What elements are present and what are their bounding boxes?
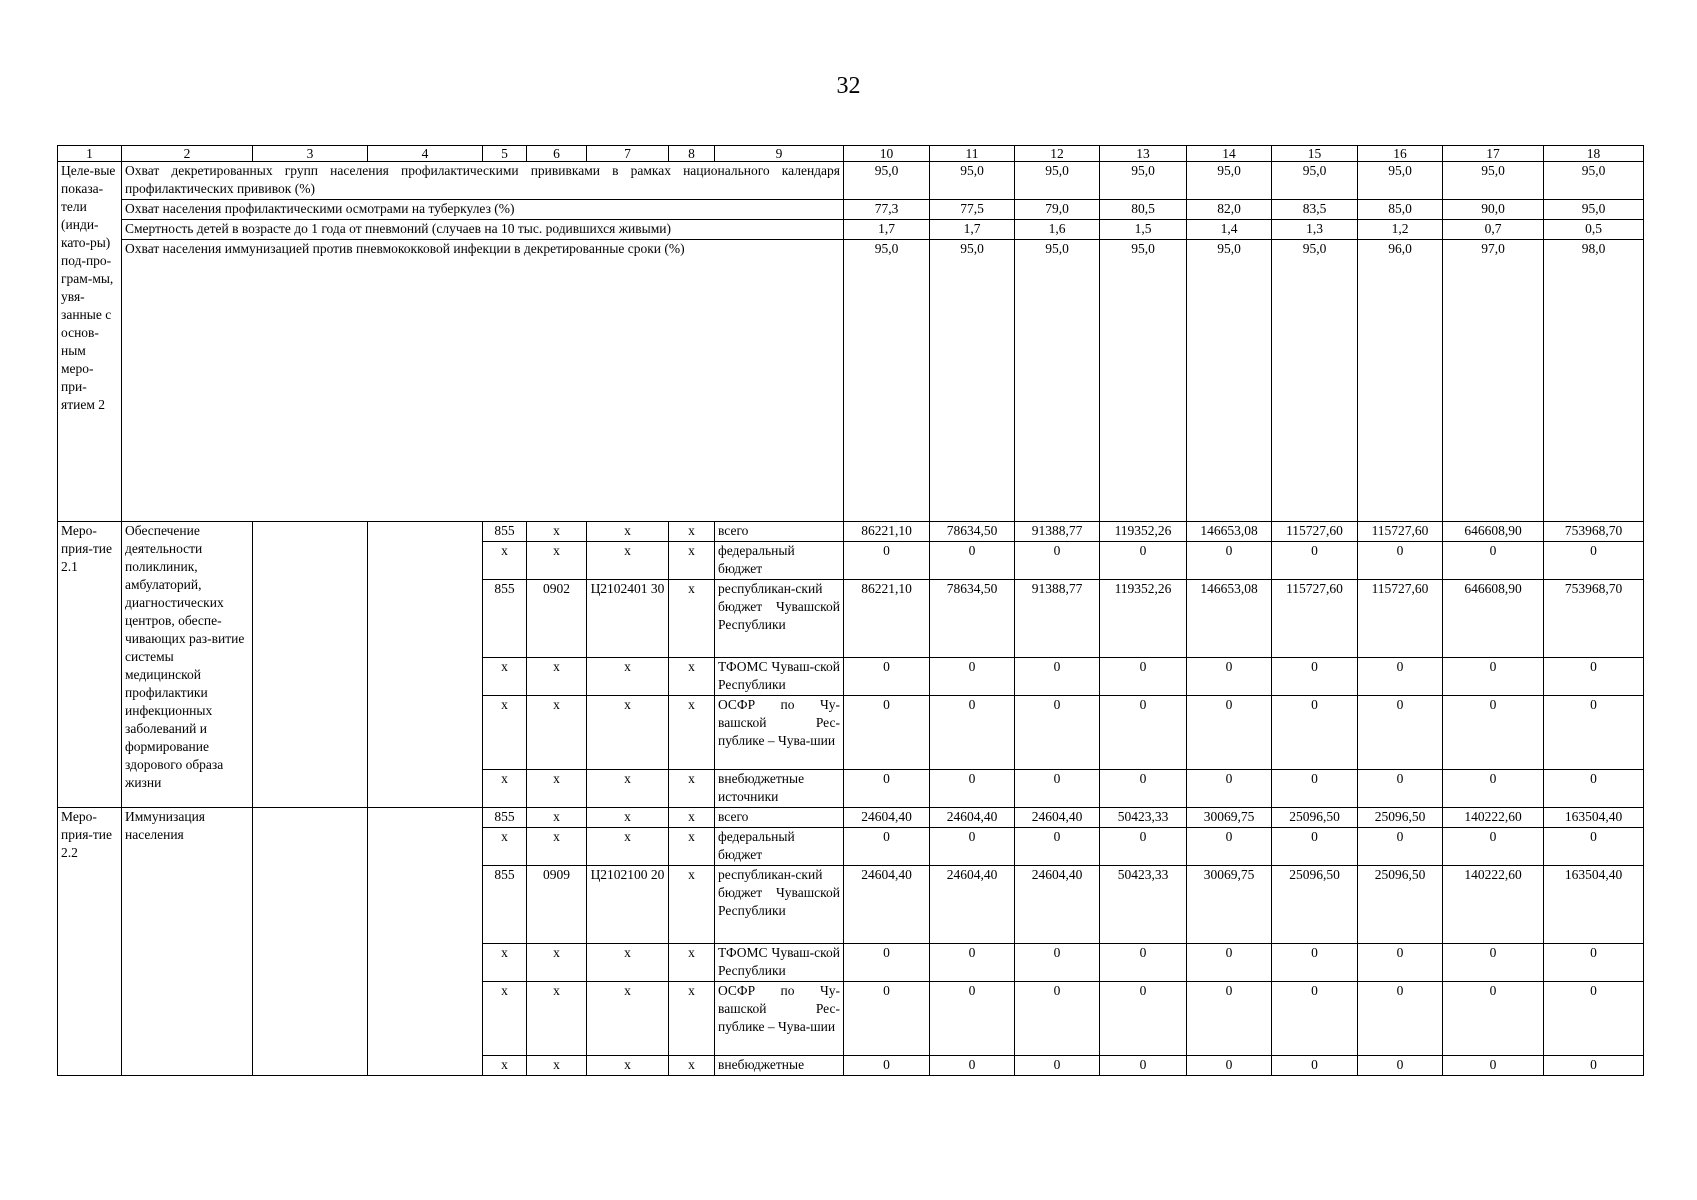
code-section: x (527, 522, 587, 542)
indicator-value: 1,7 (930, 220, 1015, 240)
amount-value: 30069,75 (1187, 866, 1272, 944)
amount-value: 0 (930, 542, 1015, 580)
amount-value: 0 (1100, 982, 1187, 1056)
amount-value: 91388,77 (1015, 580, 1100, 658)
code-grbs: 855 (483, 580, 527, 658)
code-expense: x (669, 542, 715, 580)
indicator-value: 77,3 (844, 200, 930, 220)
amount-value: 0 (1272, 696, 1358, 770)
amount-value: 0 (1100, 658, 1187, 696)
indicator-row (58, 200, 1644, 220)
indicator-value: 96,0 (1358, 240, 1443, 522)
amount-value: 24604,40 (844, 866, 930, 944)
header-cell: 14 (1187, 146, 1272, 162)
amount-value: 0 (1544, 828, 1644, 866)
code-expense: x (669, 808, 715, 828)
amount-value: 50423,33 (1100, 866, 1187, 944)
code-section: 0902 (527, 580, 587, 658)
indicator-value: 95,0 (844, 162, 930, 200)
amount-value: 0 (1358, 658, 1443, 696)
amount-value: 0 (1358, 696, 1443, 770)
code-expense: x (669, 522, 715, 542)
amount-value: 0 (844, 770, 930, 808)
indicators-label: Целе-вые показа-тели (инди-като-ры) под-про-грам-мы, увя-занные с основ-ным меро-при-ятием 2 (58, 162, 122, 522)
funding-source: ОСФР по Чу-вашской Рес-публике – Чува-шии (715, 696, 844, 770)
indicator-value: 95,0 (1544, 200, 1644, 220)
indicator-value: 77,5 (930, 200, 1015, 220)
amount-value: 0 (1100, 944, 1187, 982)
code-section: 0909 (527, 866, 587, 944)
header-cell: 5 (483, 146, 527, 162)
code-target: x (587, 696, 669, 770)
amount-value: 0 (844, 944, 930, 982)
amount-value: 0 (1443, 542, 1544, 580)
funding-source: федеральный бюджет (715, 542, 844, 580)
indicator-value: 1,3 (1272, 220, 1358, 240)
amount-value: 0 (1015, 542, 1100, 580)
code-section: x (527, 696, 587, 770)
indicator-name: Охват населения иммунизацией против пневмококковой инфекции в декретированные сроки (%) (122, 240, 844, 522)
header-cell: 1 (58, 146, 122, 162)
amount-value: 0 (1187, 542, 1272, 580)
code-grbs: x (483, 696, 527, 770)
amount-value: 0 (1015, 944, 1100, 982)
amount-value: 50423,33 (1100, 808, 1187, 828)
code-target: Ц2102401 30 (587, 580, 669, 658)
amount-value: 0 (1544, 944, 1644, 982)
indicator-row (58, 162, 1644, 200)
indicator-value: 90,0 (1443, 200, 1544, 220)
header-cell: 13 (1100, 146, 1187, 162)
amount-value: 25096,50 (1358, 866, 1443, 944)
code-section: x (527, 658, 587, 696)
code-expense: x (669, 982, 715, 1056)
code-expense: x (669, 770, 715, 808)
indicator-value: 95,0 (930, 240, 1015, 522)
code-target: x (587, 982, 669, 1056)
amount-value: 119352,26 (1100, 522, 1187, 542)
header-cell: 15 (1272, 146, 1358, 162)
indicator-value: 1,6 (1015, 220, 1100, 240)
header-cell: 2 (122, 146, 253, 162)
measure-row (58, 522, 1644, 542)
indicator-value: 95,0 (1100, 240, 1187, 522)
indicator-value: 95,0 (1187, 162, 1272, 200)
indicator-value: 83,5 (1272, 200, 1358, 220)
amount-value: 0 (1100, 1056, 1187, 1076)
amount-value: 0 (1187, 828, 1272, 866)
code-target: Ц2102100 20 (587, 866, 669, 944)
amount-value: 0 (1544, 982, 1644, 1056)
amount-value: 0 (1015, 696, 1100, 770)
indicator-value: 95,0 (1015, 162, 1100, 200)
amount-value: 646608,90 (1443, 522, 1544, 542)
amount-value: 0 (1100, 542, 1187, 580)
amount-value: 0 (1187, 982, 1272, 1056)
amount-value: 0 (1187, 696, 1272, 770)
amount-value: 0 (1015, 982, 1100, 1056)
indicator-value: 95,0 (930, 162, 1015, 200)
header-cell: 11 (930, 146, 1015, 162)
code-expense: x (669, 658, 715, 696)
page-number: 32 (836, 73, 861, 99)
indicator-value: 98,0 (1544, 240, 1644, 522)
amount-value: 91388,77 (1015, 522, 1100, 542)
amount-value: 0 (1358, 1056, 1443, 1076)
measure-row (58, 808, 1644, 828)
amount-value: 146653,08 (1187, 522, 1272, 542)
amount-value: 0 (844, 696, 930, 770)
code-expense: x (669, 696, 715, 770)
amount-value: 0 (1100, 696, 1187, 770)
amount-value: 0 (1544, 1056, 1644, 1076)
code-grbs: x (483, 1056, 527, 1076)
amount-value: 0 (1272, 770, 1358, 808)
funding-source: федеральный бюджет (715, 828, 844, 866)
amount-value: 0 (1100, 828, 1187, 866)
amount-value: 0 (1187, 770, 1272, 808)
measure-name: Обеспечение деятельности поликлиник, амбулаторий, диагностических центров, обеспе-чивающих раз-витие системы медицинской профилактики инфекционных заболеваний и формирование здорового образа жизни (122, 522, 253, 808)
indicator-row (58, 240, 1644, 522)
amount-value: 0 (844, 542, 930, 580)
code-grbs: 855 (483, 866, 527, 944)
indicator-value: 95,0 (1187, 240, 1272, 522)
amount-value: 86221,10 (844, 522, 930, 542)
amount-value: 0 (1443, 658, 1544, 696)
measure-responsible (253, 522, 368, 808)
header-row (58, 146, 1644, 162)
amount-value: 0 (1544, 696, 1644, 770)
amount-value: 78634,50 (930, 522, 1015, 542)
header-cell: 16 (1358, 146, 1443, 162)
indicator-value: 1,2 (1358, 220, 1443, 240)
indicator-value: 95,0 (1544, 162, 1644, 200)
amount-value: 0 (930, 1056, 1015, 1076)
code-section: x (527, 770, 587, 808)
amount-value: 140222,60 (1443, 808, 1544, 828)
header-cell: 7 (587, 146, 669, 162)
indicator-value: 82,0 (1187, 200, 1272, 220)
header-cell: 3 (253, 146, 368, 162)
amount-value: 119352,26 (1100, 580, 1187, 658)
code-section: x (527, 944, 587, 982)
code-target: x (587, 522, 669, 542)
code-expense: x (669, 828, 715, 866)
header-cell: 6 (527, 146, 587, 162)
indicator-value: 95,0 (1272, 162, 1358, 200)
code-section: x (527, 828, 587, 866)
measure-coexecutor (368, 808, 483, 1076)
funding-source: ОСФР по Чу-вашской Рес-публике – Чува-шии (715, 982, 844, 1056)
budget-table (57, 145, 1644, 1076)
amount-value: 0 (1443, 982, 1544, 1056)
indicator-value: 95,0 (1015, 240, 1100, 522)
funding-source: республикан-ский бюджет Чувашской Республики (715, 866, 844, 944)
amount-value: 646608,90 (1443, 580, 1544, 658)
amount-value: 86221,10 (844, 580, 930, 658)
indicator-name: Охват декретированных групп населения профилактическими прививками в рамках национального календаря профилактических прививок (%) (122, 162, 844, 200)
amount-value: 78634,50 (930, 580, 1015, 658)
indicator-row (58, 220, 1644, 240)
code-section: x (527, 1056, 587, 1076)
header-cell: 18 (1544, 146, 1644, 162)
amount-value: 0 (930, 828, 1015, 866)
code-expense: x (669, 866, 715, 944)
funding-source: ТФОМС Чуваш-ской Республики (715, 944, 844, 982)
amount-value: 140222,60 (1443, 866, 1544, 944)
amount-value: 163504,40 (1544, 808, 1644, 828)
amount-value: 0 (1443, 770, 1544, 808)
indicator-value: 95,0 (1358, 162, 1443, 200)
indicator-value: 97,0 (1443, 240, 1544, 522)
indicator-value: 1,7 (844, 220, 930, 240)
amount-value: 0 (844, 828, 930, 866)
amount-value: 146653,08 (1187, 580, 1272, 658)
header-cell: 9 (715, 146, 844, 162)
code-grbs: x (483, 828, 527, 866)
indicator-value: 95,0 (1443, 162, 1544, 200)
indicator-value: 1,5 (1100, 220, 1187, 240)
indicator-value: 0,5 (1544, 220, 1644, 240)
code-section: x (527, 808, 587, 828)
amount-value: 25096,50 (1272, 866, 1358, 944)
code-grbs: 855 (483, 522, 527, 542)
header-cell: 4 (368, 146, 483, 162)
amount-value: 753968,70 (1544, 522, 1644, 542)
amount-value: 0 (1187, 1056, 1272, 1076)
funding-source: всего (715, 522, 844, 542)
amount-value: 0 (844, 658, 930, 696)
amount-value: 0 (1443, 944, 1544, 982)
amount-value: 0 (1272, 1056, 1358, 1076)
amount-value: 115727,60 (1272, 522, 1358, 542)
funding-source: ТФОМС Чуваш-ской Республики (715, 658, 844, 696)
code-grbs: x (483, 982, 527, 1056)
amount-value: 0 (1358, 944, 1443, 982)
amount-value: 0 (930, 982, 1015, 1056)
measure-name: Иммунизация населения (122, 808, 253, 1076)
amount-value: 0 (844, 1056, 930, 1076)
amount-value: 0 (1187, 944, 1272, 982)
funding-source: республикан-ский бюджет Чувашской Республики (715, 580, 844, 658)
amount-value: 0 (1272, 982, 1358, 1056)
measure-coexecutor (368, 522, 483, 808)
funding-source: внебюджетные источники (715, 770, 844, 808)
amount-value: 0 (930, 770, 1015, 808)
code-grbs: 855 (483, 808, 527, 828)
code-section: x (527, 982, 587, 1056)
amount-value: 24604,40 (930, 808, 1015, 828)
code-expense: x (669, 580, 715, 658)
indicator-value: 79,0 (1015, 200, 1100, 220)
indicator-value: 1,4 (1187, 220, 1272, 240)
amount-value: 0 (1272, 828, 1358, 866)
amount-value: 0 (1358, 542, 1443, 580)
amount-value: 115727,60 (1358, 522, 1443, 542)
amount-value: 0 (1015, 658, 1100, 696)
indicator-value: 95,0 (844, 240, 930, 522)
amount-value: 115727,60 (1358, 580, 1443, 658)
code-grbs: x (483, 770, 527, 808)
amount-value: 0 (930, 658, 1015, 696)
amount-value: 0 (930, 944, 1015, 982)
code-target: x (587, 542, 669, 580)
indicator-value: 0,7 (1443, 220, 1544, 240)
amount-value: 24604,40 (1015, 808, 1100, 828)
amount-value: 0 (1272, 944, 1358, 982)
amount-value: 0 (844, 982, 930, 1056)
funding-source: всего (715, 808, 844, 828)
amount-value: 0 (930, 696, 1015, 770)
code-target: x (587, 658, 669, 696)
amount-value: 25096,50 (1358, 808, 1443, 828)
amount-value: 0 (1544, 658, 1644, 696)
code-expense: x (669, 1056, 715, 1076)
code-target: x (587, 808, 669, 828)
code-grbs: x (483, 658, 527, 696)
amount-value: 24604,40 (1015, 866, 1100, 944)
amount-value: 0 (1443, 1056, 1544, 1076)
amount-value: 163504,40 (1544, 866, 1644, 944)
measure-label: Меро-прия-тие 2.1 (58, 522, 122, 808)
indicator-name: Охват населения профилактическими осмотрами на туберкулез (%) (122, 200, 844, 220)
amount-value: 0 (1015, 770, 1100, 808)
code-grbs: x (483, 944, 527, 982)
measure-label: Меро-прия-тие 2.2 (58, 808, 122, 1076)
indicator-value: 95,0 (1100, 162, 1187, 200)
header-cell: 8 (669, 146, 715, 162)
amount-value: 0 (1272, 658, 1358, 696)
header-cell: 10 (844, 146, 930, 162)
amount-value: 753968,70 (1544, 580, 1644, 658)
funding-source: внебюджетные (715, 1056, 844, 1076)
amount-value: 0 (1272, 542, 1358, 580)
amount-value: 30069,75 (1187, 808, 1272, 828)
amount-value: 0 (1443, 696, 1544, 770)
code-target: x (587, 1056, 669, 1076)
amount-value: 25096,50 (1272, 808, 1358, 828)
code-grbs: x (483, 542, 527, 580)
amount-value: 0 (1358, 770, 1443, 808)
amount-value: 0 (1100, 770, 1187, 808)
measure-responsible (253, 808, 368, 1076)
amount-value: 0 (1187, 658, 1272, 696)
code-expense: x (669, 944, 715, 982)
code-target: x (587, 828, 669, 866)
amount-value: 0 (1544, 770, 1644, 808)
code-section: x (527, 542, 587, 580)
amount-value: 0 (1443, 828, 1544, 866)
amount-value: 0 (1544, 542, 1644, 580)
indicator-value: 80,5 (1100, 200, 1187, 220)
indicator-name: Смертность детей в возрасте до 1 года от пневмоний (случаев на 10 тыс. родившихся живыми) (122, 220, 844, 240)
table-body (58, 146, 1644, 1076)
code-target: x (587, 770, 669, 808)
amount-value: 0 (1015, 828, 1100, 866)
amount-value: 115727,60 (1272, 580, 1358, 658)
indicator-value: 95,0 (1272, 240, 1358, 522)
amount-value: 24604,40 (930, 866, 1015, 944)
indicator-value: 85,0 (1358, 200, 1443, 220)
amount-value: 0 (1358, 982, 1443, 1056)
header-cell: 12 (1015, 146, 1100, 162)
header-cell: 17 (1443, 146, 1544, 162)
amount-value: 24604,40 (844, 808, 930, 828)
amount-value: 0 (1358, 828, 1443, 866)
amount-value: 0 (1015, 1056, 1100, 1076)
code-target: x (587, 944, 669, 982)
